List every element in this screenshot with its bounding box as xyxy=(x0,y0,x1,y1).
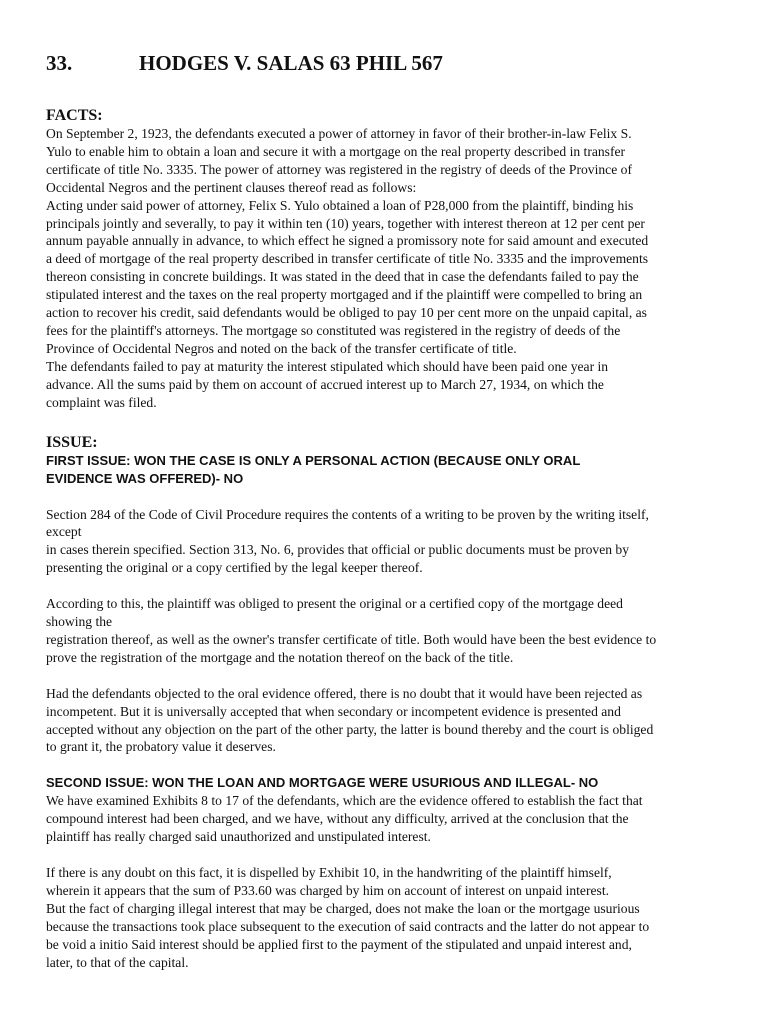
text-line: plaintiff has really charged said unauthorized and unstipulated interest. xyxy=(46,829,431,845)
text-line: Yulo to enable him to obtain a loan and secure it with a mortgage on the real property described in transfer xyxy=(46,143,626,159)
first-issue-paragraph-2 xyxy=(46,595,726,667)
text-line: wherein it appears that the sum of P33.60 was charged by him on account of interest on unpaid interest. xyxy=(46,883,609,898)
text-line: FIRST ISSUE: WON THE CASE IS ONLY A PERSONAL ACTION (BECAUSE ONLY ORAL xyxy=(46,452,581,468)
text-line: a deed of mortgage of the real property described in transfer certificate of title No. 3335 and the improvements xyxy=(46,251,649,267)
text-line: later, to that of the capital. xyxy=(46,954,189,970)
text-line: presenting the original or a copy certified by the legal keeper thereof. xyxy=(46,560,423,576)
text-line: stipulated interest and the taxes on the real property mortgaged and if the plaintiff were compelled to bring an xyxy=(46,287,643,303)
second-issue-heading: SECOND ISSUE: WON THE LOAN AND MORTGAGE WERE USURIOUS AND ILLEGAL- NO xyxy=(46,775,599,791)
text-line: because the transactions took place subsequent to the execution of said contracts and the latter do not appear to xyxy=(46,918,650,934)
text-line: advance. All the sums paid by them on account of accrued interest up to March 27, 1934, on which the xyxy=(46,376,604,392)
text-line: But the fact of charging illegal interest that may be charged, does not make the loan or the mortgage usurious xyxy=(46,900,640,916)
first-issue-paragraph-3 xyxy=(46,685,726,757)
text-line: We have examined Exhibits 8 to 17 of the defendants, which are the evidence offered to establish the fact that xyxy=(46,793,643,809)
text-line: accepted without any objection on the part of the other party, the latter is bound thereby and the court is obliged xyxy=(46,721,654,737)
text-line: fees for the plaintiff's attorneys. The mortgage so constituted was registered in the registry of deeds of the xyxy=(46,322,621,338)
text-line: except xyxy=(46,524,82,540)
text-line: Occidental Negros and the pertinent clauses thereof read as follows: xyxy=(46,179,417,195)
second-issue-paragraph-1 xyxy=(46,792,726,846)
first-issue-heading xyxy=(46,452,726,488)
text-line: principals jointly and severally, to pay it within ten (10) years, together with interest thereon at 12 per cent per xyxy=(46,215,645,231)
text-line: action to recover his credit, said defendants would be obliged to pay 10 per cent more on the unpaid capital, as xyxy=(46,305,647,321)
text-line: be void a initio Said interest should be applied first to the payment of the stipulated and unpaid interest and, xyxy=(46,936,632,952)
page-title xyxy=(46,50,726,76)
text-line: in cases therein specified. Section 313, No. 6, provides that official or public documents must be proven by xyxy=(46,542,630,558)
text-line: Acting under said power of attorney, Felix S. Yulo obtained a loan of P28,000 from the plaintiff, binding his xyxy=(46,197,634,213)
issue-heading: ISSUE: xyxy=(46,433,98,451)
text-line: The defendants failed to pay at maturity the interest stipulated which should have been paid one year in xyxy=(46,358,609,374)
text-line: certificate of title No. 3335. The power of attorney was registered in the registry of deeds of the Province of xyxy=(46,161,632,177)
facts-heading: FACTS: xyxy=(46,107,103,124)
text-line: Had the defendants objected to the oral evidence offered, there is no doubt that it would have been rejected as xyxy=(46,685,643,701)
text-line: registration thereof, as well as the owner's transfer certificate of title. Both would have been the best evidence to xyxy=(46,631,657,647)
text-line: Province of Occidental Negros and noted on the back of the transfer certificate of title. xyxy=(46,340,517,356)
text-line: According to this, the plaintiff was obliged to present the original or a certified copy of the mortgage deed xyxy=(46,596,623,612)
text-line: On September 2, 1923, the defendants executed a power of attorney in favor of their brother-in-law Felix S. xyxy=(46,126,632,141)
text-line: EVIDENCE WAS OFFERED)- NO xyxy=(46,470,244,486)
text-line: showing the xyxy=(46,614,113,630)
facts-paragraph xyxy=(46,125,726,412)
text-line: compound interest had been charged, and we have, without any difficulty, arrived at the conclusion that the xyxy=(46,811,629,827)
first-issue-paragraph-1 xyxy=(46,506,726,578)
text-line: annum payable annually in advance, to which effect he signed a promissory note for said amount and executed xyxy=(46,233,649,249)
text-line: Section 284 of the Code of Civil Procedure requires the contents of a writing to be proven by the writing itself, xyxy=(46,506,649,522)
text-line: thereon consisting in concrete buildings. It was stated in the deed that in case the defendants failed to pay the xyxy=(46,269,639,285)
text-line: to grant it, the probatory value it deserves. xyxy=(46,739,276,755)
text-line: If there is any doubt on this fact, it is dispelled by Exhibit 10, in the handwriting of the plaintiff himself, xyxy=(46,865,612,881)
case-title: HODGES V. SALAS 63 PHIL 567 xyxy=(139,51,443,75)
document-page xyxy=(46,50,726,972)
second-issue-paragraph-2 xyxy=(46,864,726,971)
text-line: incompetent. But it is universally accepted that when secondary or incompetent evidence is presented and xyxy=(46,703,621,719)
case-number: 33. xyxy=(46,51,73,75)
text-line: complaint was filed. xyxy=(46,394,157,410)
text-line: prove the registration of the mortgage and the notation thereof on the back of the title. xyxy=(46,649,514,665)
